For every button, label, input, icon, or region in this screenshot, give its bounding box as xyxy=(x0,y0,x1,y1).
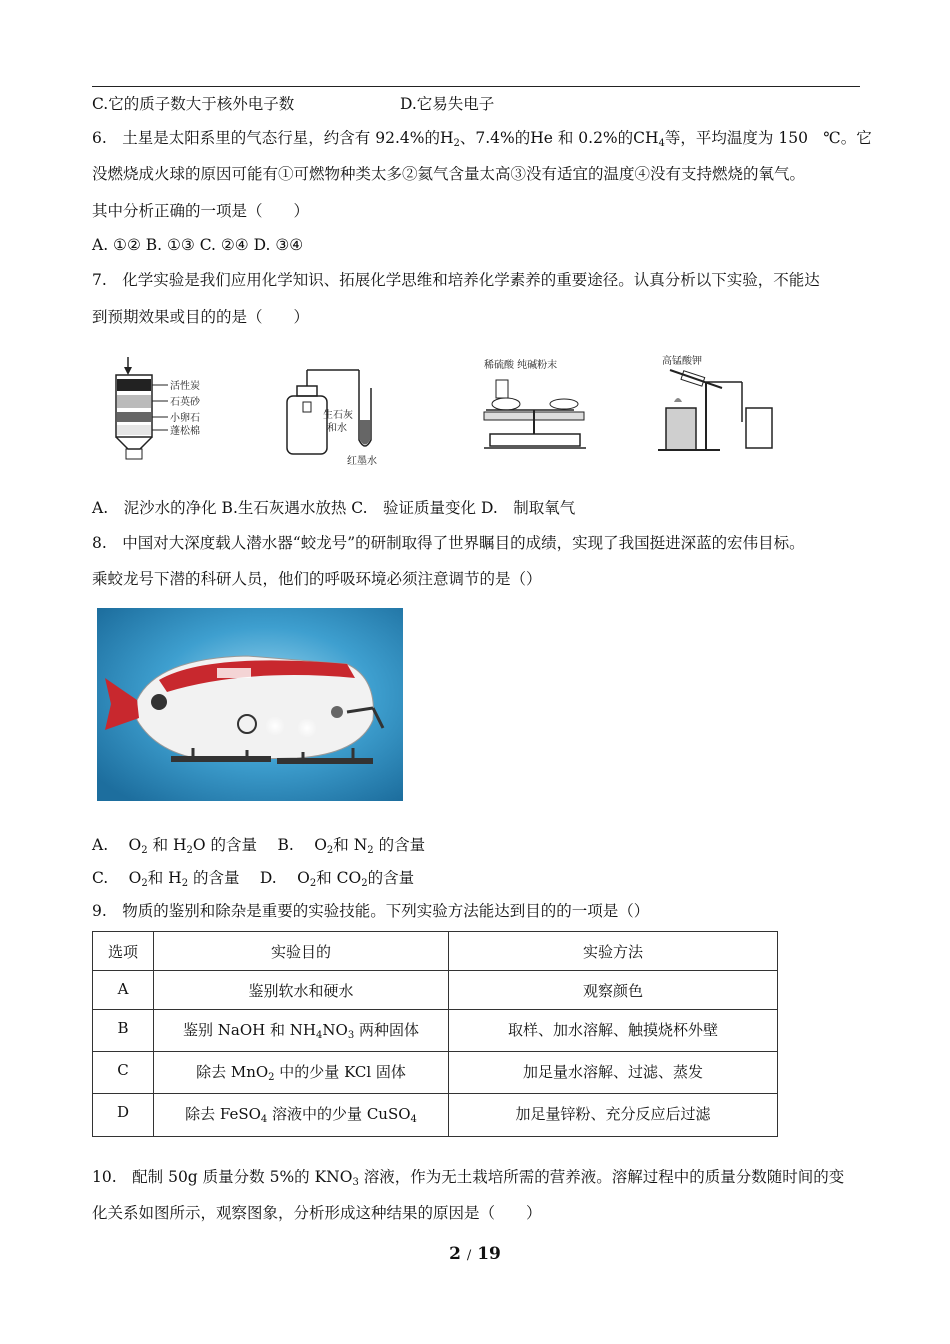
page-number: 2 / 19 xyxy=(449,1244,501,1264)
submersible-photo xyxy=(97,608,403,801)
table-row: A 鉴别软水和硬水 观察颜色 xyxy=(93,971,778,1010)
balance-label: 稀硫酸 纯碱粉末 xyxy=(484,360,558,371)
q7-options: A. 泥沙水的净化 B.生石灰遇水放热 C. 验证质量变化 D. 制取氧气 xyxy=(92,499,576,517)
table-header-goal: 实验目的 xyxy=(154,932,449,971)
table-header-option: 选项 xyxy=(93,932,154,971)
q8-options-ab: A. $O_2$ 和 $H_2O$ 的含量 B. $O_2$和 $N_2$ 的含量 xyxy=(92,836,426,856)
q5-option-d: D.它易失电子 xyxy=(400,95,495,113)
filter-label-3: 小卵石 xyxy=(170,413,200,424)
q5-options xyxy=(92,93,495,115)
table-row: D 除去 FeSO$_4$ 溶液中的少量 CuSO$_4$ 加足量锌粉、充分反应后过滤 xyxy=(93,1094,778,1137)
quicklime-label-1: 生石灰 xyxy=(323,410,353,421)
q8-line-1: 8. 中国对大深度载人潜水器“蛟龙号”的研制取得了世界瞩目的成绩，实现了我国挺进深蓝的宏伟目标。 xyxy=(92,534,805,552)
q6-line-2: 没燃烧成火球的原因可能有①可燃物种类太多②氦气含量太高③没有适宜的温度④没有支持燃烧的氧气。 xyxy=(92,165,806,183)
table-row: C 除去 MnO$_2$ 中的少量 KCl 固体 加足量水溶解、过滤、蒸发 xyxy=(93,1052,778,1094)
quicklime-label-2: 和水 xyxy=(327,423,347,434)
table-row: B 鉴别 NaOH 和 $NH_4NO_3$ 两种固体 取样、加水溶解、触摸烧杯外壁 xyxy=(93,1010,778,1052)
quicklime-label-3: 红墨水 xyxy=(347,456,377,467)
balance-apparatus-figure xyxy=(476,356,596,456)
filter-label-1: 活性炭 xyxy=(170,381,200,392)
filter-apparatus-figure xyxy=(108,355,218,465)
q8-options-cd: C. $O_2$和 $H_2$ 的含量 D. $O_2$和 $CO_2$的含量 xyxy=(92,869,415,889)
q10-line-1: 10. 配制 50g 质量分数 5%的 $KNO_3$ 溶液，作为无土栽培所需的营养液。溶解过程中的质量分数随时间的变 xyxy=(92,1168,845,1188)
q9-line-1: 9. 物质的鉴别和除杂是重要的实验技能。下列实验方法能达到目的的一项是（） xyxy=(92,902,650,920)
quicklime-apparatus-figure xyxy=(283,360,403,468)
oxygen-prep-label: 高锰酸钾 xyxy=(662,356,702,367)
table-header-row xyxy=(93,932,778,971)
q5-option-c: C.它的质子数大于核外电子数 xyxy=(92,95,295,113)
filter-label-4: 蓬松棉 xyxy=(170,426,200,437)
header-rule xyxy=(92,86,860,87)
q8-line-2: 乘蛟龙号下潜的科研人员，他们的呼吸环境必须注意调节的是（） xyxy=(92,570,542,588)
q6-line-1: 6. 土星是太阳系里的气态行星，约含有 92.4%的$H_2$、7.4%的He 和 0.2%的$CH_4$等，平均温度为 150 ℃。它 xyxy=(92,129,872,149)
q6-line-3: 其中分析正确的一项是（ ） xyxy=(92,202,310,220)
q7-line-2: 到预期效果或目的的是（ ） xyxy=(92,308,310,326)
q9-options-table xyxy=(92,931,778,1137)
q10-line-2: 化关系如图所示，观察图象，分析形成这种结果的原因是（ ） xyxy=(92,1204,542,1222)
filter-label-2: 石英砂 xyxy=(170,397,200,408)
q7-line-1: 7. 化学实验是我们应用化学知识、拓展化学思维和培养化学素养的重要途径。认真分析以下实验，不能达 xyxy=(92,271,820,289)
q6-options: A. ①② B. ①③ C. ②④ D. ③④ xyxy=(92,236,304,254)
table-header-method: 实验方法 xyxy=(449,932,778,971)
oxygen-prep-figure xyxy=(652,352,777,457)
